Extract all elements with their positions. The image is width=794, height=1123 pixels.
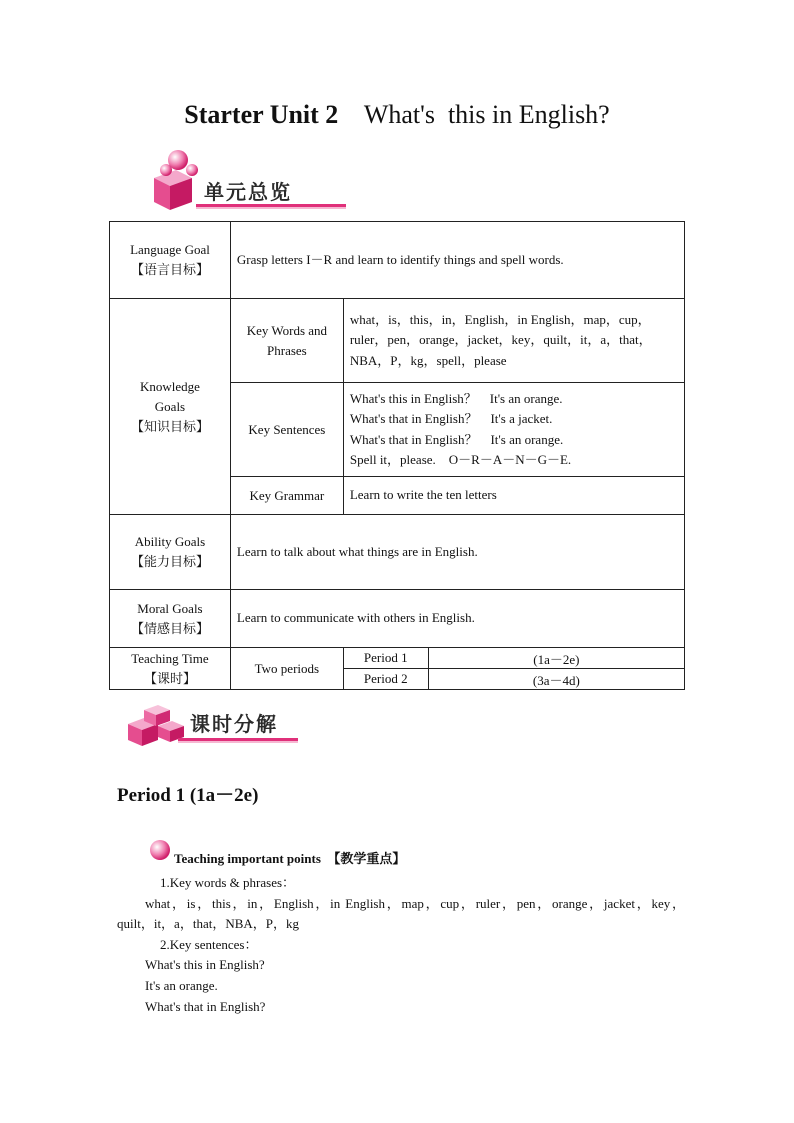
teaching-time-row [110, 648, 685, 669]
key-words-title: 1.Key words & phrases： [160, 875, 296, 890]
overview-banner-label: 单元总览 [204, 180, 292, 204]
period-1-range: (1a－2e) [428, 648, 684, 669]
overview-banner [148, 148, 348, 218]
period-1-heading: Period 1 (1a－2e) [117, 785, 259, 806]
language-goal-row [110, 222, 685, 299]
teaching-points-label: Teaching important points 【教学重点】 [174, 851, 406, 866]
key-sentences-title: 2.Key sentences： [160, 936, 258, 952]
key-words-row [110, 299, 685, 383]
key-grammar-value: Learn to write the ten letters [343, 477, 684, 515]
ability-goals-label: Ability Goals 【能力目标】 [110, 515, 231, 590]
unit-number: Starter Unit 2 [184, 100, 339, 129]
key-grammar-label: Key Grammar [230, 477, 343, 515]
key-words-line: what，is，this，in，English，in English，map，cup，ruler，pen，orange，jacket，key， [145, 895, 685, 911]
key-words-label: Key Words and Phrases [230, 299, 343, 383]
teaching-points-heading [148, 836, 568, 866]
key-sentences-value [343, 383, 684, 477]
ability-goals-value: Learn to talk about what things are in English. [230, 515, 684, 590]
moral-goals-value: Learn to communicate with others in English. [230, 590, 684, 648]
key-words-line: quilt，it，a，that，NBA，P，kg [117, 916, 300, 932]
key-sentence: Spell it，please. O－R－A－N－G－E. [349, 452, 572, 467]
lesson-breakdown-banner-label: 课时分解 [190, 712, 278, 736]
language-goal-value: Grasp letters I－R and learn to identify things and spell words. [230, 222, 684, 299]
sentence-line: What's this in English? [145, 957, 265, 973]
sentence-line: What's that in English? [145, 998, 266, 1014]
ability-goals-row [110, 515, 685, 590]
page-title [0, 100, 794, 130]
teaching-time-label: Teaching Time 【课时】 [110, 648, 231, 690]
sentence-line: It's an orange. [145, 977, 218, 993]
pink-ball-icon [148, 836, 174, 862]
key-sentence: What's that in English？ It's a jacket. [349, 411, 553, 426]
unit-overview-table [109, 221, 685, 690]
language-goal-label: Language Goal 【语言目标】 [110, 222, 231, 299]
key-sentence: What's this in English？ It's an orange. [349, 390, 563, 406]
moral-goals-label: Moral Goals 【情感目标】 [110, 590, 231, 648]
key-sentence: What's that in English？ It's an orange. [349, 431, 564, 447]
period-2-name: Period 2 [343, 669, 428, 690]
key-sentences-label: Key Sentences [230, 383, 343, 477]
period-1-content [117, 873, 685, 1017]
periods-count: Two periods [230, 648, 343, 690]
moral-goals-row [110, 590, 685, 648]
lesson-breakdown-banner [118, 696, 318, 766]
period-2-range: (3a－4d) [428, 669, 684, 690]
key-words-value: what，is，this，in，English，in English，map，cup，ruler，pen，orange，jacket，key，quilt，it，a，that，NBA，P，kg，spell，please [343, 299, 684, 383]
knowledge-goals-label: Knowledge Goals 【知识目标】 [110, 299, 231, 515]
period-1-name: Period 1 [343, 648, 428, 669]
unit-question: What's this in English? [363, 100, 610, 129]
